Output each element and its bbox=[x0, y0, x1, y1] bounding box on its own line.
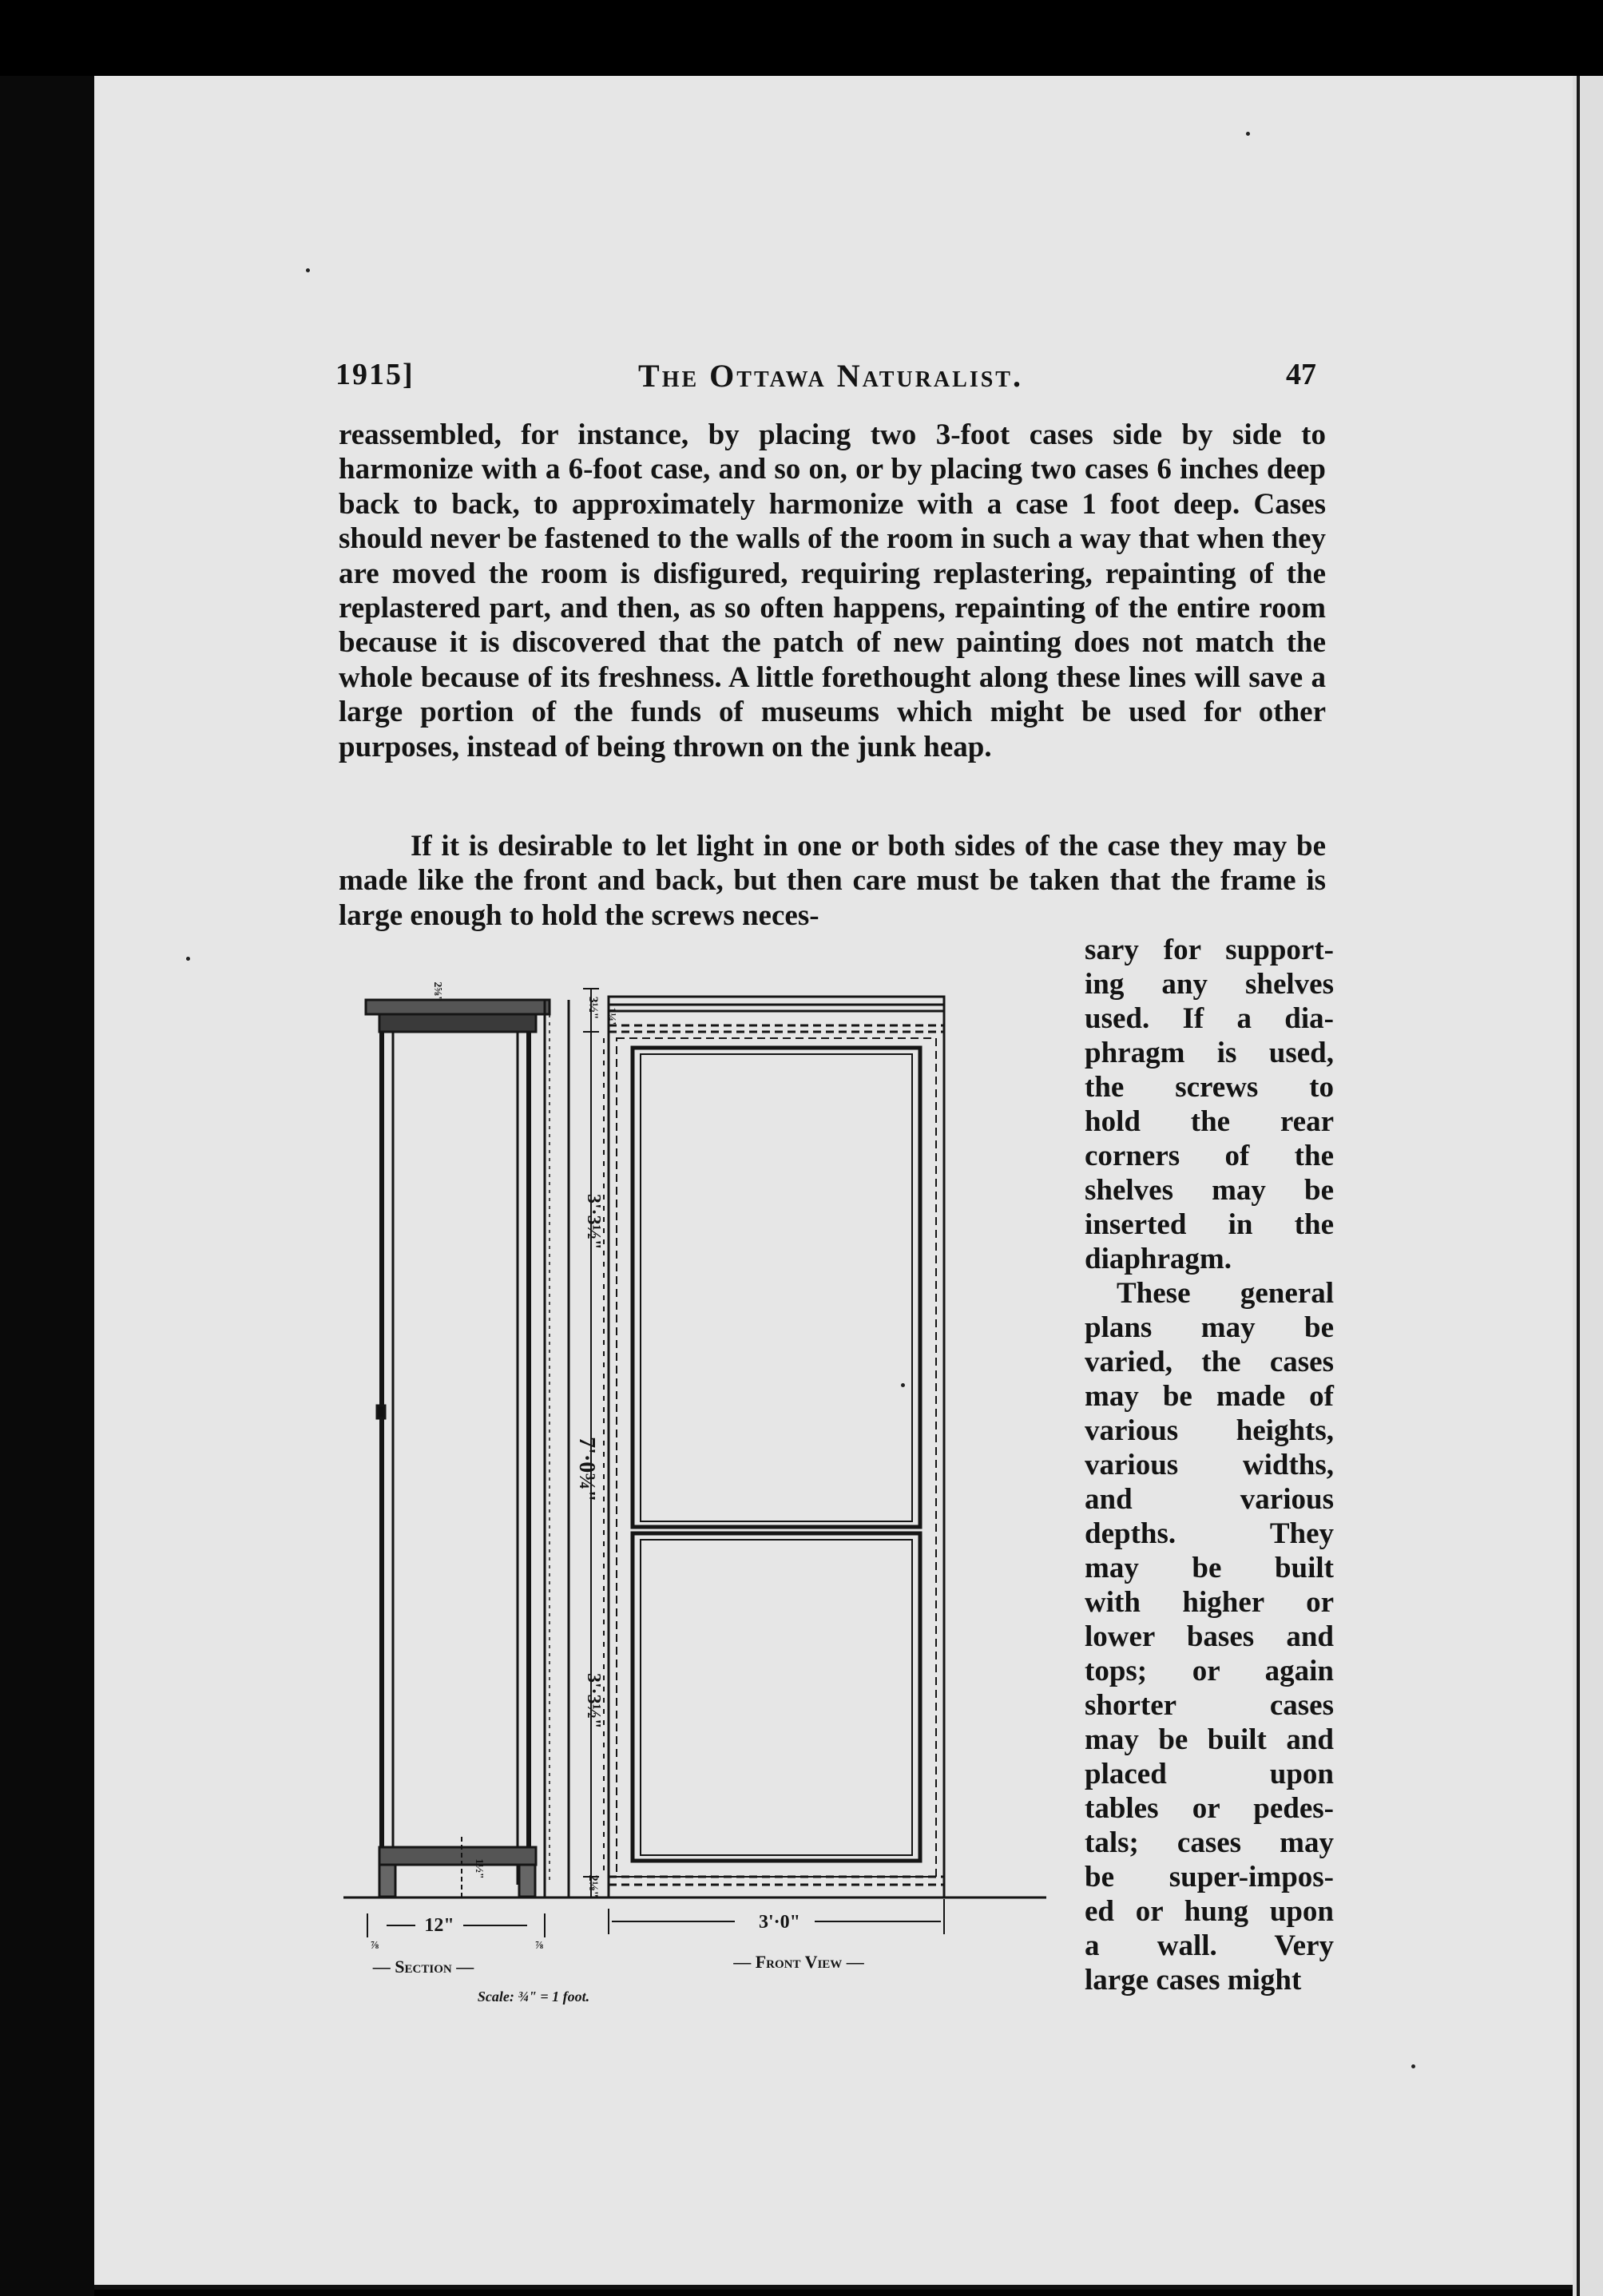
side-column-text bbox=[1085, 933, 1334, 1997]
display-case-drawing bbox=[335, 958, 1054, 2028]
page-bottom-edge bbox=[94, 2285, 1573, 2290]
side-column-line: large cases might bbox=[1085, 1964, 1302, 1997]
scan-speck bbox=[1246, 132, 1250, 136]
side-column-line: sary for support- bbox=[1085, 934, 1334, 966]
front-upper-panel bbox=[633, 1048, 920, 1527]
side-column-line: inserted in the bbox=[1085, 1208, 1334, 1241]
side-column-line: hold the rear bbox=[1085, 1105, 1334, 1138]
section-top-cap bbox=[366, 1000, 550, 1014]
side-column-line: depths. They bbox=[1085, 1517, 1334, 1550]
section-base-foot-left bbox=[379, 1865, 395, 1897]
depth-dim-label: 12" bbox=[424, 1915, 454, 1936]
front-view-caption: — Front View — bbox=[733, 1952, 864, 1972]
journal-title: The Ottawa Naturalist. bbox=[638, 358, 1023, 394]
side-column-line: used. If a dia- bbox=[1085, 1002, 1334, 1035]
width-dim-label: 3'·0" bbox=[759, 1912, 800, 1933]
front-upper-glass bbox=[641, 1054, 912, 1521]
section-top-height-label: 2⅝" bbox=[431, 981, 443, 1002]
side-column-line: varied, the cases bbox=[1085, 1346, 1334, 1378]
side-column-line: plans may be bbox=[1085, 1311, 1334, 1344]
body-paragraph-1: reassembled, for instance, by placing two 3-foot cases side by side to harmonize with a 6-foot case, and so on, or by placing two cases 6 inches deep back to back, to approximately harmonize with a case 1 foot deep. Cases should never be fastened to the walls of the room in such a way that when they are moved the room is disfigured, requiring replastering, repainting of the replastered part, and then, as so often happens, repainting of the entire room because it is discovered that the patch of new painting does not match the whole because of its freshness. A little forethought along these lines will save a large portion of the funds of museums which might be used for other purposes, instead of being thrown on the junk heap. bbox=[339, 418, 1326, 763]
bottom-rail-height-label: 2⅛" bbox=[586, 1874, 600, 1898]
side-column-line: tops; or again bbox=[1085, 1655, 1334, 1687]
side-column-line: lower bases and bbox=[1085, 1620, 1334, 1653]
body-paragraph-2-text: If it is desirable to let light in one or both sides of the case they may be made like the front and back, but then care must be taken that the frame is large enough to hold the screws neces- bbox=[339, 830, 1326, 932]
section-shelf-support bbox=[377, 1406, 385, 1418]
side-column-line: corners of the bbox=[1085, 1140, 1334, 1172]
side-column-line: and various bbox=[1085, 1483, 1334, 1516]
side-column-line: placed upon bbox=[1085, 1758, 1334, 1790]
base-rail-height-label: 1½" bbox=[473, 1858, 485, 1879]
post-left-label: ⅞ bbox=[371, 1940, 379, 1952]
side-column-line: shorter cases bbox=[1085, 1689, 1334, 1722]
scan-speck bbox=[306, 268, 310, 272]
top-rail-height-label: 1¼" bbox=[605, 1007, 617, 1028]
front-lower-glass bbox=[641, 1540, 912, 1855]
section-view bbox=[366, 1000, 569, 1897]
post-right-label: ⅞ bbox=[535, 1940, 544, 1952]
total-height-label: 7'·0¾" bbox=[574, 1437, 599, 1502]
side-column-line: diaphragm. bbox=[1085, 1243, 1232, 1275]
side-column-line: a wall. Very bbox=[1085, 1929, 1334, 1962]
side-column-line: various widths, bbox=[1085, 1449, 1334, 1481]
side-column-line: various heights, bbox=[1085, 1414, 1334, 1447]
side-column-line: be super-impos- bbox=[1085, 1861, 1334, 1894]
side-column-line: may be built bbox=[1085, 1552, 1334, 1584]
scan-left-margin bbox=[0, 76, 94, 2296]
page-number: 47 bbox=[1286, 358, 1316, 391]
front-view bbox=[609, 997, 944, 1897]
side-column-line: tables or pedes- bbox=[1085, 1792, 1334, 1825]
section-base-foot-right bbox=[519, 1865, 535, 1897]
scan-speck bbox=[1411, 2064, 1415, 2068]
body-paragraph-2 bbox=[339, 829, 1326, 933]
side-column-line: phragm is used, bbox=[1085, 1037, 1334, 1069]
facing-page-edge bbox=[1573, 76, 1603, 2296]
side-column-line: tals; cases may bbox=[1085, 1826, 1334, 1859]
lower-panel-height-label: 3'·3½" bbox=[583, 1673, 604, 1729]
side-column-line: with higher or bbox=[1085, 1586, 1334, 1619]
front-inner-frame bbox=[617, 1038, 936, 1877]
side-column-line: ed or hung upon bbox=[1085, 1895, 1334, 1928]
side-column-line: These general bbox=[1117, 1277, 1334, 1310]
upper-panel-height-label: 3'·3½" bbox=[583, 1194, 604, 1250]
scan-speck bbox=[186, 957, 190, 961]
side-column-line: may be built and bbox=[1085, 1723, 1334, 1756]
side-column-line: the screws to bbox=[1085, 1071, 1334, 1104]
side-column-line: may be made of bbox=[1085, 1380, 1334, 1413]
side-column-line: shelves may be bbox=[1085, 1174, 1334, 1207]
front-lower-panel bbox=[633, 1533, 920, 1861]
side-column-line: ing any shelves bbox=[1085, 968, 1334, 1001]
header-year: 1915] bbox=[335, 358, 415, 391]
scale-caption: Scale: ¾" = 1 foot. bbox=[477, 1989, 590, 2005]
section-caption: — Section — bbox=[372, 1957, 474, 1977]
top-section-height-label: 3½" bbox=[586, 996, 600, 1020]
section-base-rail bbox=[379, 1847, 536, 1865]
section-top-rail bbox=[379, 1014, 536, 1032]
front-outer-frame bbox=[609, 997, 944, 1897]
